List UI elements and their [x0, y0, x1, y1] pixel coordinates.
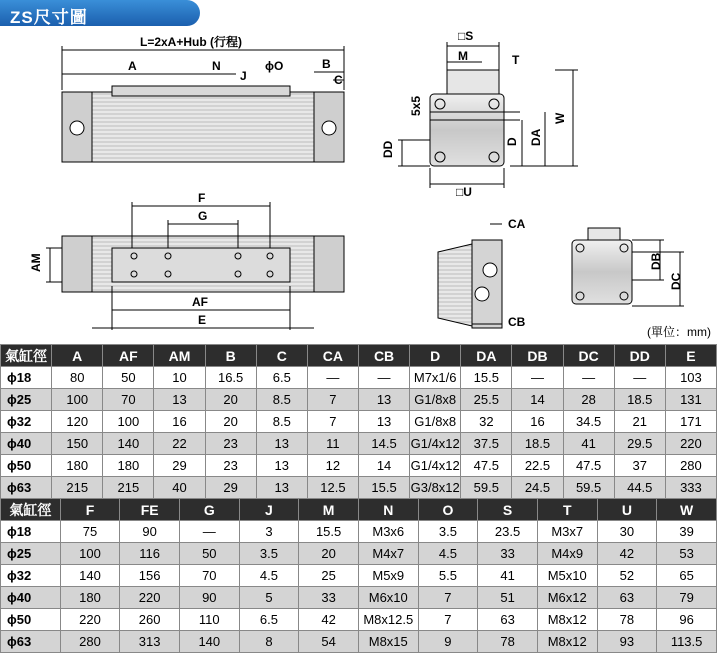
- bore-size-cell: ϕ32: [1, 565, 61, 587]
- column-header: AM: [154, 345, 205, 367]
- table-cell: 3: [239, 521, 299, 543]
- table-cell: 180: [103, 455, 154, 477]
- table-cell: 9: [418, 631, 478, 653]
- table-row: [1, 411, 717, 433]
- label-D: D: [505, 137, 519, 146]
- table-row: [1, 609, 717, 631]
- table-cell: 28: [563, 389, 614, 411]
- table-cell: 220: [120, 587, 180, 609]
- top-view-carriage: [112, 248, 290, 282]
- table-cell: 215: [52, 477, 103, 499]
- table-cell: 140: [103, 433, 154, 455]
- column-header: T: [537, 499, 597, 521]
- table-cell: 16.5: [205, 367, 256, 389]
- table-cell: 13: [358, 411, 409, 433]
- table-cell: 18.5: [512, 433, 563, 455]
- bore-size-cell: ϕ18: [1, 367, 52, 389]
- label-DC: DC: [669, 272, 683, 290]
- column-header: DB: [512, 345, 563, 367]
- table-cell: 79: [657, 587, 717, 609]
- table-cell: 14: [358, 455, 409, 477]
- end-view-top-block: [447, 70, 499, 94]
- table-row: [1, 455, 717, 477]
- bore-size-cell: ϕ32: [1, 411, 52, 433]
- table-row: [1, 477, 717, 499]
- table-cell: G1/8x8: [410, 389, 461, 411]
- table-row: [1, 389, 717, 411]
- table-cell: 7: [418, 587, 478, 609]
- table-cell: 42: [597, 543, 657, 565]
- table-cell: 37: [614, 455, 665, 477]
- top-view-left-cap: [62, 236, 92, 292]
- column-header: M: [299, 499, 359, 521]
- bore-size-cell: ϕ40: [1, 433, 52, 455]
- label-T: T: [512, 53, 520, 67]
- table-cell: M6x12: [537, 587, 597, 609]
- table-cell: 260: [120, 609, 180, 631]
- table-cell: 10: [154, 367, 205, 389]
- table-cell: 140: [179, 631, 239, 653]
- table-cell: 50: [103, 367, 154, 389]
- dimension-table-1: [0, 344, 717, 499]
- table-cell: 220: [60, 609, 120, 631]
- dimension-drawings: [0, 26, 717, 342]
- table-cell: 20: [205, 389, 256, 411]
- table-cell: 25.5: [461, 389, 512, 411]
- table-cell: 116: [120, 543, 180, 565]
- label-M: M: [458, 49, 468, 63]
- label-CB: CB: [508, 315, 526, 329]
- table-cell: 52: [597, 565, 657, 587]
- column-header: CA: [307, 345, 358, 367]
- table-cell: 6.5: [239, 609, 299, 631]
- table-cell: 20: [299, 543, 359, 565]
- table-cell: 13: [154, 389, 205, 411]
- bore-size-cell: ϕ63: [1, 477, 52, 499]
- table-cell: M7x1/6: [410, 367, 461, 389]
- table-cell: 113.5: [657, 631, 717, 653]
- table-header-row: [1, 499, 717, 521]
- column-header: O: [418, 499, 478, 521]
- label-A: A: [128, 59, 137, 73]
- table-cell: 110: [179, 609, 239, 631]
- table-cell: 171: [665, 411, 716, 433]
- table-cell: 20: [205, 411, 256, 433]
- table-cell: 13: [358, 389, 409, 411]
- table-cell: 41: [563, 433, 614, 455]
- table-cell: 180: [60, 587, 120, 609]
- table-row: [1, 367, 717, 389]
- table-cell: 5: [239, 587, 299, 609]
- table-row: [1, 543, 717, 565]
- top-view-right-cap: [314, 236, 344, 292]
- label-N: N: [212, 59, 221, 73]
- table-cell: 42: [299, 609, 359, 631]
- table-cell: 34.5: [563, 411, 614, 433]
- table-cell: 3.5: [239, 543, 299, 565]
- label-E: E: [198, 313, 207, 327]
- table-cell: G3/8x12: [410, 477, 461, 499]
- table-cell: 131: [665, 389, 716, 411]
- label-DA: DA: [529, 128, 543, 146]
- table-cell: M8x12: [537, 609, 597, 631]
- unit-note: (單位：mm): [647, 325, 711, 339]
- label-C: C: [334, 73, 343, 87]
- table-cell: 63: [597, 587, 657, 609]
- table-cell: 50: [179, 543, 239, 565]
- table-cell: 24.5: [512, 477, 563, 499]
- table-cell: 29.5: [614, 433, 665, 455]
- table-cell: 59.5: [563, 477, 614, 499]
- column-header: AF: [103, 345, 154, 367]
- table-cell: 30: [597, 521, 657, 543]
- table-cell: 41: [478, 565, 538, 587]
- dimension-table-2: [0, 498, 717, 653]
- section-header: [0, 0, 240, 26]
- table-row: [1, 587, 717, 609]
- table-cell: M6x10: [358, 587, 418, 609]
- table-cell: 6.5: [256, 367, 307, 389]
- table-cell: M4x7: [358, 543, 418, 565]
- table-cell: 12: [307, 455, 358, 477]
- table-cell: 156: [120, 565, 180, 587]
- table-cell: 54: [299, 631, 359, 653]
- bore-size-cell: ϕ18: [1, 521, 61, 543]
- column-header: S: [478, 499, 538, 521]
- table-cell: 23: [205, 455, 256, 477]
- label-AM: AM: [29, 253, 43, 272]
- table-cell: 90: [120, 521, 180, 543]
- column-header: W: [657, 499, 717, 521]
- end-view2-body: [572, 240, 632, 304]
- table-cell: G1/8x8: [410, 411, 461, 433]
- table-cell: 13: [256, 433, 307, 455]
- table-cell: 32: [461, 411, 512, 433]
- column-header: A: [52, 345, 103, 367]
- table-cell: 8: [239, 631, 299, 653]
- table-cell: 39: [657, 521, 717, 543]
- label-DD: DD: [381, 140, 395, 158]
- table-cell: 100: [52, 389, 103, 411]
- side-view-carriage: [112, 86, 290, 96]
- table-cell: 13: [256, 477, 307, 499]
- table-cell: 18.5: [614, 389, 665, 411]
- table-cell: 100: [103, 411, 154, 433]
- table-cell: 4.5: [239, 565, 299, 587]
- table-cell: 33: [299, 587, 359, 609]
- column-header: G: [179, 499, 239, 521]
- table-cell: —: [358, 367, 409, 389]
- column-header: U: [597, 499, 657, 521]
- table-cell: 37.5: [461, 433, 512, 455]
- table-cell: M3x6: [358, 521, 418, 543]
- table-cell: 16: [154, 411, 205, 433]
- table-cell: 103: [665, 367, 716, 389]
- table-cell: 120: [52, 411, 103, 433]
- table-cell: 65: [657, 565, 717, 587]
- label-W: W: [553, 112, 567, 124]
- column-header: DA: [461, 345, 512, 367]
- table-cell: 23: [205, 433, 256, 455]
- table-cell: M8x12.5: [358, 609, 418, 631]
- table-cell: 70: [179, 565, 239, 587]
- table-cell: 13: [256, 455, 307, 477]
- table-cell: 80: [52, 367, 103, 389]
- table-row: [1, 565, 717, 587]
- table-cell: 90: [179, 587, 239, 609]
- table-cell: 70: [103, 389, 154, 411]
- bore-size-cell: ϕ50: [1, 609, 61, 631]
- table-row: [1, 521, 717, 543]
- label-phiO: ϕO: [265, 59, 284, 73]
- column-header: N: [358, 499, 418, 521]
- table-cell: 100: [60, 543, 120, 565]
- section-title: ZS尺寸圖: [10, 8, 88, 27]
- label-S: □S: [458, 29, 474, 43]
- table-cell: 14.5: [358, 433, 409, 455]
- label-J: J: [240, 69, 247, 83]
- table-cell: —: [307, 367, 358, 389]
- bore-size-cell: ϕ50: [1, 455, 52, 477]
- table-cell: G1/4x12: [410, 455, 461, 477]
- table-cell: M8x15: [358, 631, 418, 653]
- table-cell: 40: [154, 477, 205, 499]
- table-cell: 15.5: [299, 521, 359, 543]
- label-AF: AF: [192, 295, 208, 309]
- table-cell: 59.5: [461, 477, 512, 499]
- column-header: D: [410, 345, 461, 367]
- label-slot: 5x5: [409, 95, 423, 116]
- table-cell: —: [614, 367, 665, 389]
- column-header: FE: [120, 499, 180, 521]
- end-view-body: [430, 94, 504, 166]
- bore-size-cell: ϕ25: [1, 543, 61, 565]
- table-cell: 150: [52, 433, 103, 455]
- column-header: E: [665, 345, 716, 367]
- column-header: 氣缸徑: [1, 499, 61, 521]
- table-cell: 51: [478, 587, 538, 609]
- table-cell: 63: [478, 609, 538, 631]
- table-cell: G1/4x12: [410, 433, 461, 455]
- table-cell: 180: [52, 455, 103, 477]
- port-view-body: [438, 244, 472, 326]
- table-cell: 96: [657, 609, 717, 631]
- label-B: B: [322, 57, 331, 71]
- table-cell: 47.5: [461, 455, 512, 477]
- table-cell: 140: [60, 565, 120, 587]
- table-cell: 215: [103, 477, 154, 499]
- column-header: F: [60, 499, 120, 521]
- port-view-cap: [472, 240, 502, 328]
- table-cell: 280: [60, 631, 120, 653]
- column-header: DC: [563, 345, 614, 367]
- table-cell: M5x10: [537, 565, 597, 587]
- column-header: C: [256, 345, 307, 367]
- bore-size-cell: ϕ40: [1, 587, 61, 609]
- column-header: 氣缸徑: [1, 345, 52, 367]
- table-cell: 23.5: [478, 521, 538, 543]
- label-CA: CA: [508, 217, 526, 231]
- table-cell: 53: [657, 543, 717, 565]
- bore-size-cell: ϕ63: [1, 631, 61, 653]
- table-row: [1, 433, 717, 455]
- side-view-left-port: [70, 121, 84, 135]
- table-cell: 75: [60, 521, 120, 543]
- table-cell: 7: [307, 411, 358, 433]
- table-cell: M3x7: [537, 521, 597, 543]
- table-cell: 33: [478, 543, 538, 565]
- table-cell: 29: [154, 455, 205, 477]
- column-header: J: [239, 499, 299, 521]
- table-cell: 21: [614, 411, 665, 433]
- table-cell: 93: [597, 631, 657, 653]
- table-header-row: [1, 345, 717, 367]
- table-cell: 5.5: [418, 565, 478, 587]
- table-cell: 78: [478, 631, 538, 653]
- table-cell: 12.5: [307, 477, 358, 499]
- table-cell: 78: [597, 609, 657, 631]
- label-L: L=2xA+Hub (行程): [140, 35, 243, 49]
- table-cell: —: [512, 367, 563, 389]
- table-cell: 14: [512, 389, 563, 411]
- table-cell: 7: [418, 609, 478, 631]
- column-header: B: [205, 345, 256, 367]
- table-cell: —: [179, 521, 239, 543]
- column-header: DD: [614, 345, 665, 367]
- table-cell: 11: [307, 433, 358, 455]
- table-cell: 22.5: [512, 455, 563, 477]
- table-row: [1, 631, 717, 653]
- table-cell: 29: [205, 477, 256, 499]
- table-cell: —: [563, 367, 614, 389]
- table-cell: 7: [307, 389, 358, 411]
- table-cell: 4.5: [418, 543, 478, 565]
- label-U: □U: [456, 185, 472, 199]
- table-cell: M8x12: [537, 631, 597, 653]
- table-cell: 333: [665, 477, 716, 499]
- table-cell: M5x9: [358, 565, 418, 587]
- table-cell: 22: [154, 433, 205, 455]
- label-G: G: [198, 209, 208, 223]
- side-view-right-port: [322, 121, 336, 135]
- column-header: CB: [358, 345, 409, 367]
- table-cell: 280: [665, 455, 716, 477]
- table-cell: 3.5: [418, 521, 478, 543]
- table-cell: 25: [299, 565, 359, 587]
- table-cell: 8.5: [256, 389, 307, 411]
- table-cell: 16: [512, 411, 563, 433]
- table-cell: 8.5: [256, 411, 307, 433]
- table-cell: 15.5: [358, 477, 409, 499]
- table-cell: 220: [665, 433, 716, 455]
- side-view-body: [62, 92, 344, 162]
- label-DB: DB: [649, 252, 663, 270]
- table-cell: 44.5: [614, 477, 665, 499]
- bore-size-cell: ϕ25: [1, 389, 52, 411]
- table-cell: 47.5: [563, 455, 614, 477]
- table-cell: 313: [120, 631, 180, 653]
- table-cell: M4x9: [537, 543, 597, 565]
- label-F: F: [198, 191, 206, 205]
- table-cell: 15.5: [461, 367, 512, 389]
